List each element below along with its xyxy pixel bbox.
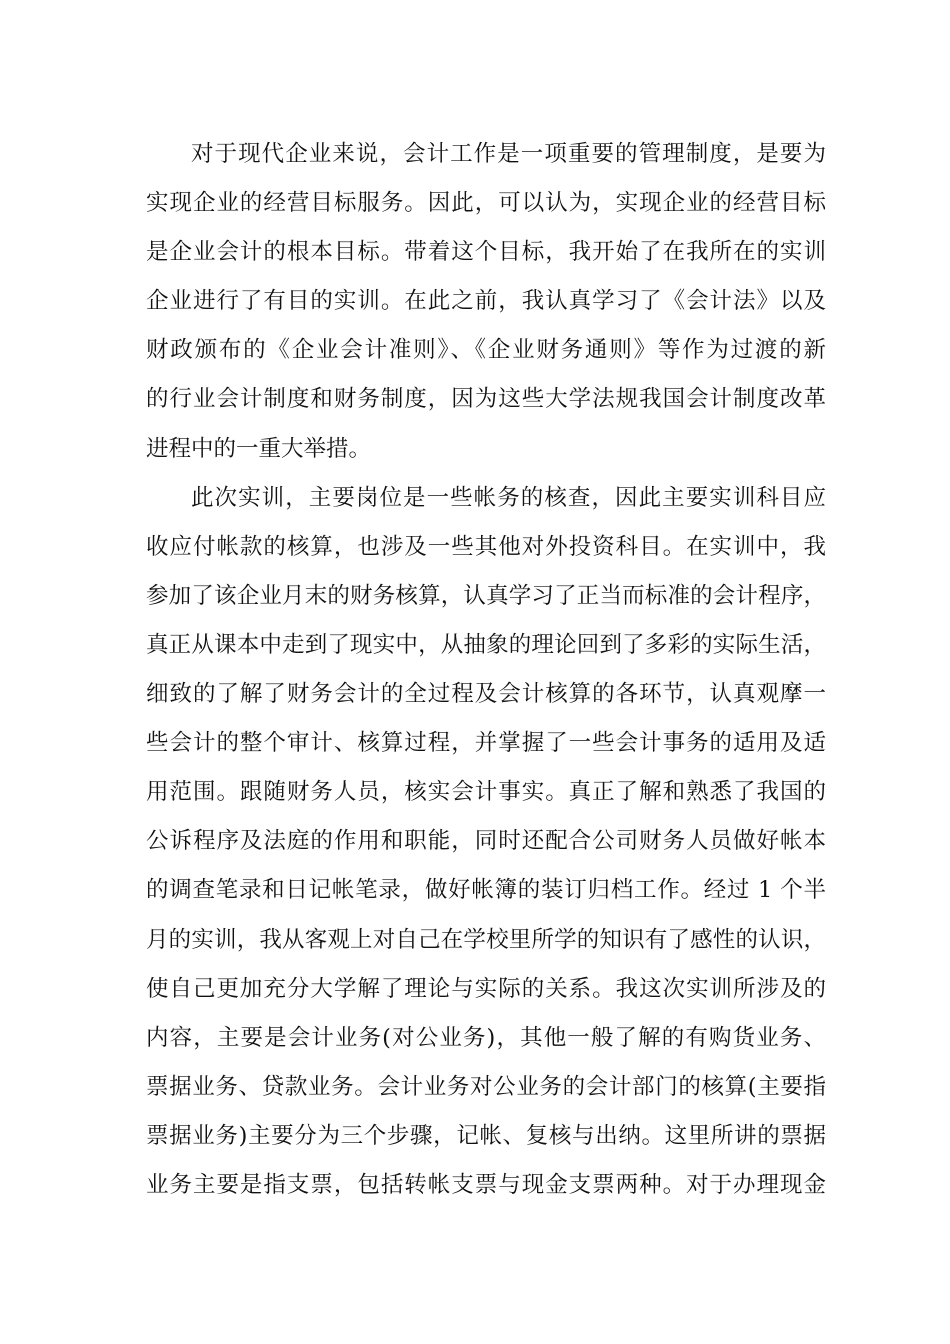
text-line: 公诉程序及法庭的作用和职能，同时还配合公司财务人员做好帐本 xyxy=(146,828,826,855)
paragraph-1 xyxy=(146,130,826,474)
text-line: 企业进行了有目的实训。在此之前，我认真学习了《会计法》以及 xyxy=(146,288,826,315)
text-line: 业务主要是指支票，包括转帐支票与现金支票两种。对于办理现金 xyxy=(146,1171,826,1198)
text-line: 收应付帐款的核算，也涉及一些其他对外投资科目。在实训中，我 xyxy=(146,533,826,560)
text-line: 真正从课本中走到了现实中，从抽象的理论回到了多彩的实际生活， xyxy=(146,631,826,658)
text-line: 月的实训，我从客观上对自己在学校里所学的知识有了感性的认识， xyxy=(146,926,826,953)
body-text xyxy=(146,130,826,1259)
paragraph-2 xyxy=(146,474,826,1260)
text-line: 使自己更加充分大学解了理论与实际的关系。我这次实训所涉及的 xyxy=(146,975,826,1002)
text-line: 些会计的整个审计、核算过程，并掌握了一些会计事务的适用及适 xyxy=(146,730,826,757)
text-line: 票据业务、贷款业务。会计业务对公业务的会计部门的核算(主要指 xyxy=(146,1073,826,1100)
text-line: 内容，主要是会计业务(对公业务)，其他一般了解的有购货业务、 xyxy=(146,1024,826,1051)
text-line: 是企业会计的根本目标。带着这个目标，我开始了在我所在的实训 xyxy=(146,239,826,266)
text-line: 此次实训，主要岗位是一些帐务的核查，因此主要实训科目应 xyxy=(191,484,826,511)
text-line xyxy=(146,1210,826,1259)
text-line: 的调查笔录和日记帐笔录，做好帐簿的装订归档工作。经过 1 个半 xyxy=(146,877,826,904)
text-line: 用范围。跟随财务人员，核实会计事实。真正了解和熟悉了我国的 xyxy=(146,779,826,806)
text-line: 细致的了解了财务会计的全过程及会计核算的各环节，认真观摩一 xyxy=(146,681,826,708)
text-line: 进程中的一重大举措。 xyxy=(146,435,372,462)
text-line: 实现企业的经营目标服务。因此，可以认为，实现企业的经营目标 xyxy=(146,190,826,217)
text-line: 对于现代企业来说，会计工作是一项重要的管理制度，是要为 xyxy=(191,141,826,167)
text-line: 的行业会计制度和财务制度，因为这些大学法规我国会计制度改革 xyxy=(146,386,826,413)
text-line: 参加了该企业月末的财务核算，认真学习了正当而标准的会计程序， xyxy=(146,582,826,609)
text-line: 财政颁布的《企业会计准则》、《企业财务通则》等作为过渡的新 xyxy=(146,337,826,364)
text-line: 票据业务)主要分为三个步骤，记帐、复核与出纳。这里所讲的票据 xyxy=(146,1122,826,1149)
